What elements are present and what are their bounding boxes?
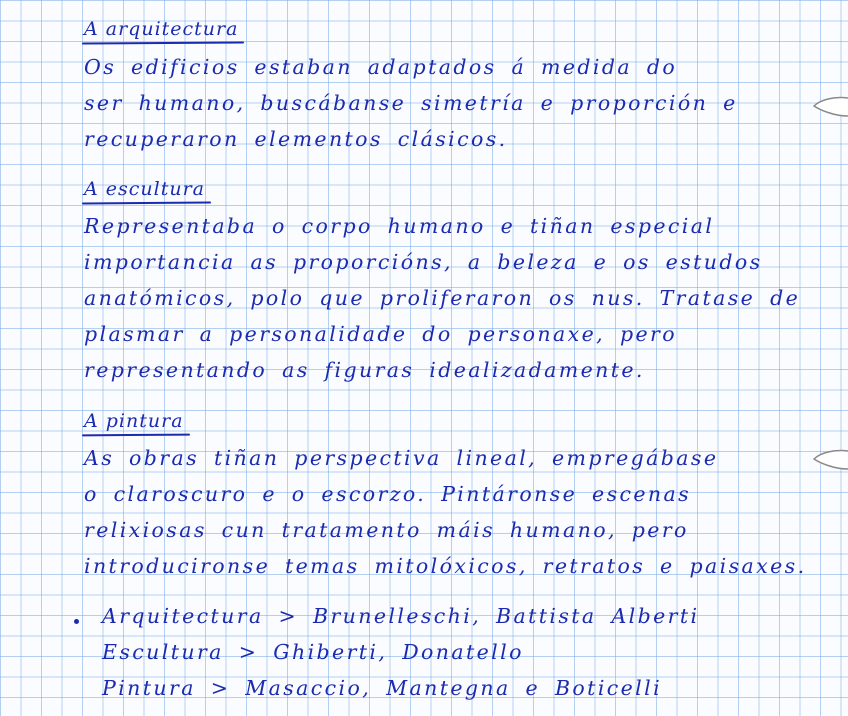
- summary-line-3: Pintura > Masaccio, Mantegna e Boticelli: [102, 676, 663, 700]
- heading-pintura-text: A pintura: [84, 410, 184, 432]
- arquitectura-line-1: Os edificios estaban adaptados á medida do: [84, 55, 678, 79]
- heading-escultura-text: A escultura: [84, 178, 205, 200]
- heading-underline: [82, 434, 190, 437]
- pintura-line-4: introducironse temas mitolóxicos, retratos e paisaxes.: [84, 554, 807, 578]
- heading-underline: [82, 41, 244, 44]
- heading-arquitectura: [84, 18, 238, 40]
- pintura-line-3: relixiosas cun tratamento máis humano, pero: [84, 518, 689, 542]
- arquitectura-line-2: ser humano, buscábanse simetría e proporción e: [84, 91, 738, 115]
- heading-escultura: [84, 178, 205, 200]
- heading-underline: [82, 202, 211, 205]
- escultura-line-5: representando as figuras idealizadamente.: [84, 358, 645, 382]
- binder-hole-icon: [806, 94, 848, 120]
- escultura-line-1: Representaba o corpo humano e tiñan especial: [84, 214, 715, 238]
- bullet-dot-icon: [74, 619, 79, 624]
- arquitectura-line-3: recuperaron elementos clásicos.: [84, 127, 508, 151]
- summary-line-2: Escultura > Ghiberti, Donatello: [102, 640, 524, 664]
- pintura-line-2: o claroscuro e o escorzo. Pintáronse escenas: [84, 482, 692, 506]
- heading-pintura: [84, 410, 184, 432]
- escultura-line-3: anatómicos, polo que proliferaron os nus. Tratase de: [84, 286, 801, 310]
- pintura-line-1: As obras tiñan perspectiva lineal, empregábase: [84, 446, 719, 470]
- escultura-line-4: plasmar a personalidade do personaxe, pero: [84, 322, 677, 346]
- summary-line-1: Arquitectura > Brunelleschi, Battista Alberti: [102, 604, 700, 628]
- heading-arquitectura-text: A arquitectura: [84, 18, 239, 40]
- escultura-line-2: importancia as proporcións, a beleza e os estudos: [84, 250, 763, 274]
- binder-hole-icon: [806, 447, 848, 473]
